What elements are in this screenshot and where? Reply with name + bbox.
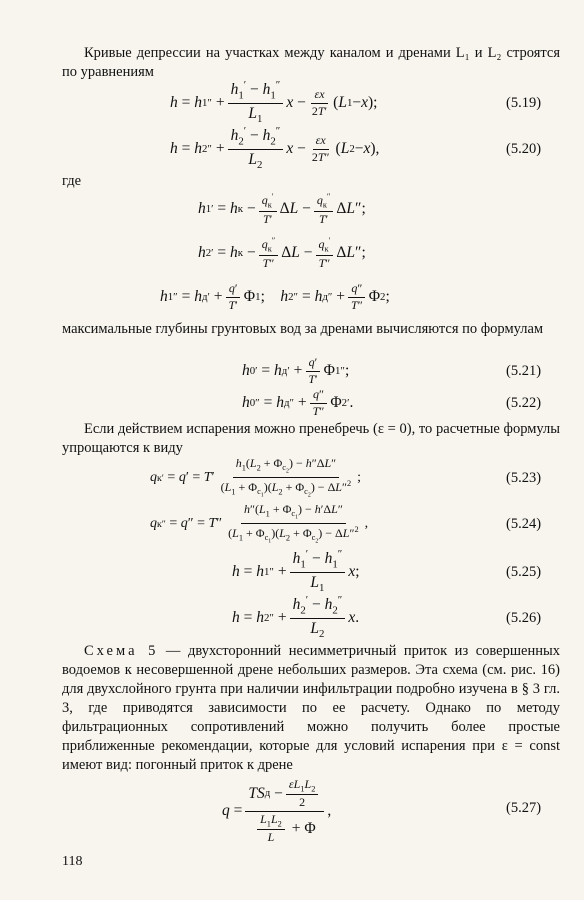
equation-5-27: q = TS д − $\frac{\varepsilon L_1L_2}{2}$ $\frac{L_1L_2}{L}$ + Φ ,: [222, 776, 332, 845]
eq-number-5-24: (5.24): [506, 516, 542, 532]
max-depths-paragraph: максимальные глубины грунтовых вод за дренами вычисляются по формулам: [62, 321, 544, 337]
equation-h1-prime: h 1 ′ = h к − $\frac{q_к'}{T'}$ Δ L − $\frac{q_к''}{T'}$ Δ L ″;: [198, 192, 366, 226]
scheme-5-paragraph: [62, 642, 560, 775]
page-number: 118: [62, 854, 83, 869]
equation-5-21: h 0 ′ = h д ′ + $\frac{q'}{T'}$ Φ 1 ″ ;: [242, 355, 350, 386]
equation-h2-prime: h 2 ′ = h к − $\frac{q_к''}{T''}$ Δ L − $\frac{q_к'}{T''}$ Δ L ″;: [198, 236, 366, 270]
equation-5-23: q к ′ = q ′ = T ′ $\frac{h_1(L_2 + \Phi_{c_2}) - h''\Delta L''}{(L_1 + \Phi_{c_1})(L_2 + \Phi_{c_2}) - \Delta L''^2}$ ;: [150, 455, 362, 499]
equation-5-22: h 0 ″ = h д ″ + $\frac{q''}{T''}$ Φ 2 ′ .: [242, 387, 354, 418]
equation-5-25: h = h 1 ″ + $\frac{h_1' - h_1''}{L_1}$ x ;: [232, 547, 360, 595]
equation-5-20: h = h 2 ″ + $\frac{h_2' - h_2''}{L_2}$ x − $\frac{\varepsilon x}{2T''}$ ( L 2 − x ),: [170, 124, 380, 172]
where-label: где: [62, 173, 82, 189]
eq-number-5-21: (5.21): [506, 363, 542, 379]
intro-paragraph: Кривые депрессии на участках между каналом и дренами L₁ и L₂ строятся по уравнениям: [62, 45, 560, 80]
eq-number-5-27: (5.27): [506, 800, 542, 816]
equation-5-26: h = h 2 ″ + $\frac{h_2' - h_2''}{L_2}$ x .: [232, 593, 360, 641]
equation-5-24: q к ″ = q ″ = T ″ $\frac{h''(L_1 + \Phi_{c_1}) - h'\Delta L''}{(L_1 + \Phi_{c_1})(L_2 + \Phi_{c_2}) - \Delta L''^2}$ ,: [150, 501, 369, 545]
eq-number-5-20: (5.20): [506, 141, 542, 157]
eq-number-5-26: (5.26): [506, 610, 542, 626]
eq-number-5-22: (5.22): [506, 395, 542, 411]
equation-h1-h2-double-prime: h 1 ″ = h д ′ + $\frac{q'}{T'}$ Φ 1 ; h 2 ″ = h д ″ + $\frac{q''}{T''}$ Φ 2 ;: [160, 281, 390, 312]
eq-number-5-25: (5.25): [506, 564, 542, 580]
equation-5-19: h = h 1 ″ + $\frac{h_1' - h_1''}{L_1}$ x − $\frac{\varepsilon x}{2T'}$ ( L 1 − x );: [170, 78, 378, 126]
eq-number-5-23: (5.23): [506, 470, 542, 486]
eq-number-5-19: (5.19): [506, 95, 542, 111]
scheme-5-heading: Схема 5: [84, 643, 159, 659]
evaporation-paragraph: Если действием испарения можно пренебречь (ε = 0), то расчетные формулы упрощаются к виду: [62, 421, 560, 456]
scheme-5-text: — двухсторонний несимметричный приток из совершенных водоемов к несовершенной дрене небольших размеров. Эта схема (см. рис. 16) для двухслойного грунта при наличии инфильтрации подробно изучена в § 3 гл. 3, где приводятся зависимости по ее расчету. Однако по методу фильтрационных сопротивлений можно получить более простые приближенные рекомендации, которые для условий испарения при ε = const имеют вид: погонный приток к дрене: [62, 643, 560, 773]
